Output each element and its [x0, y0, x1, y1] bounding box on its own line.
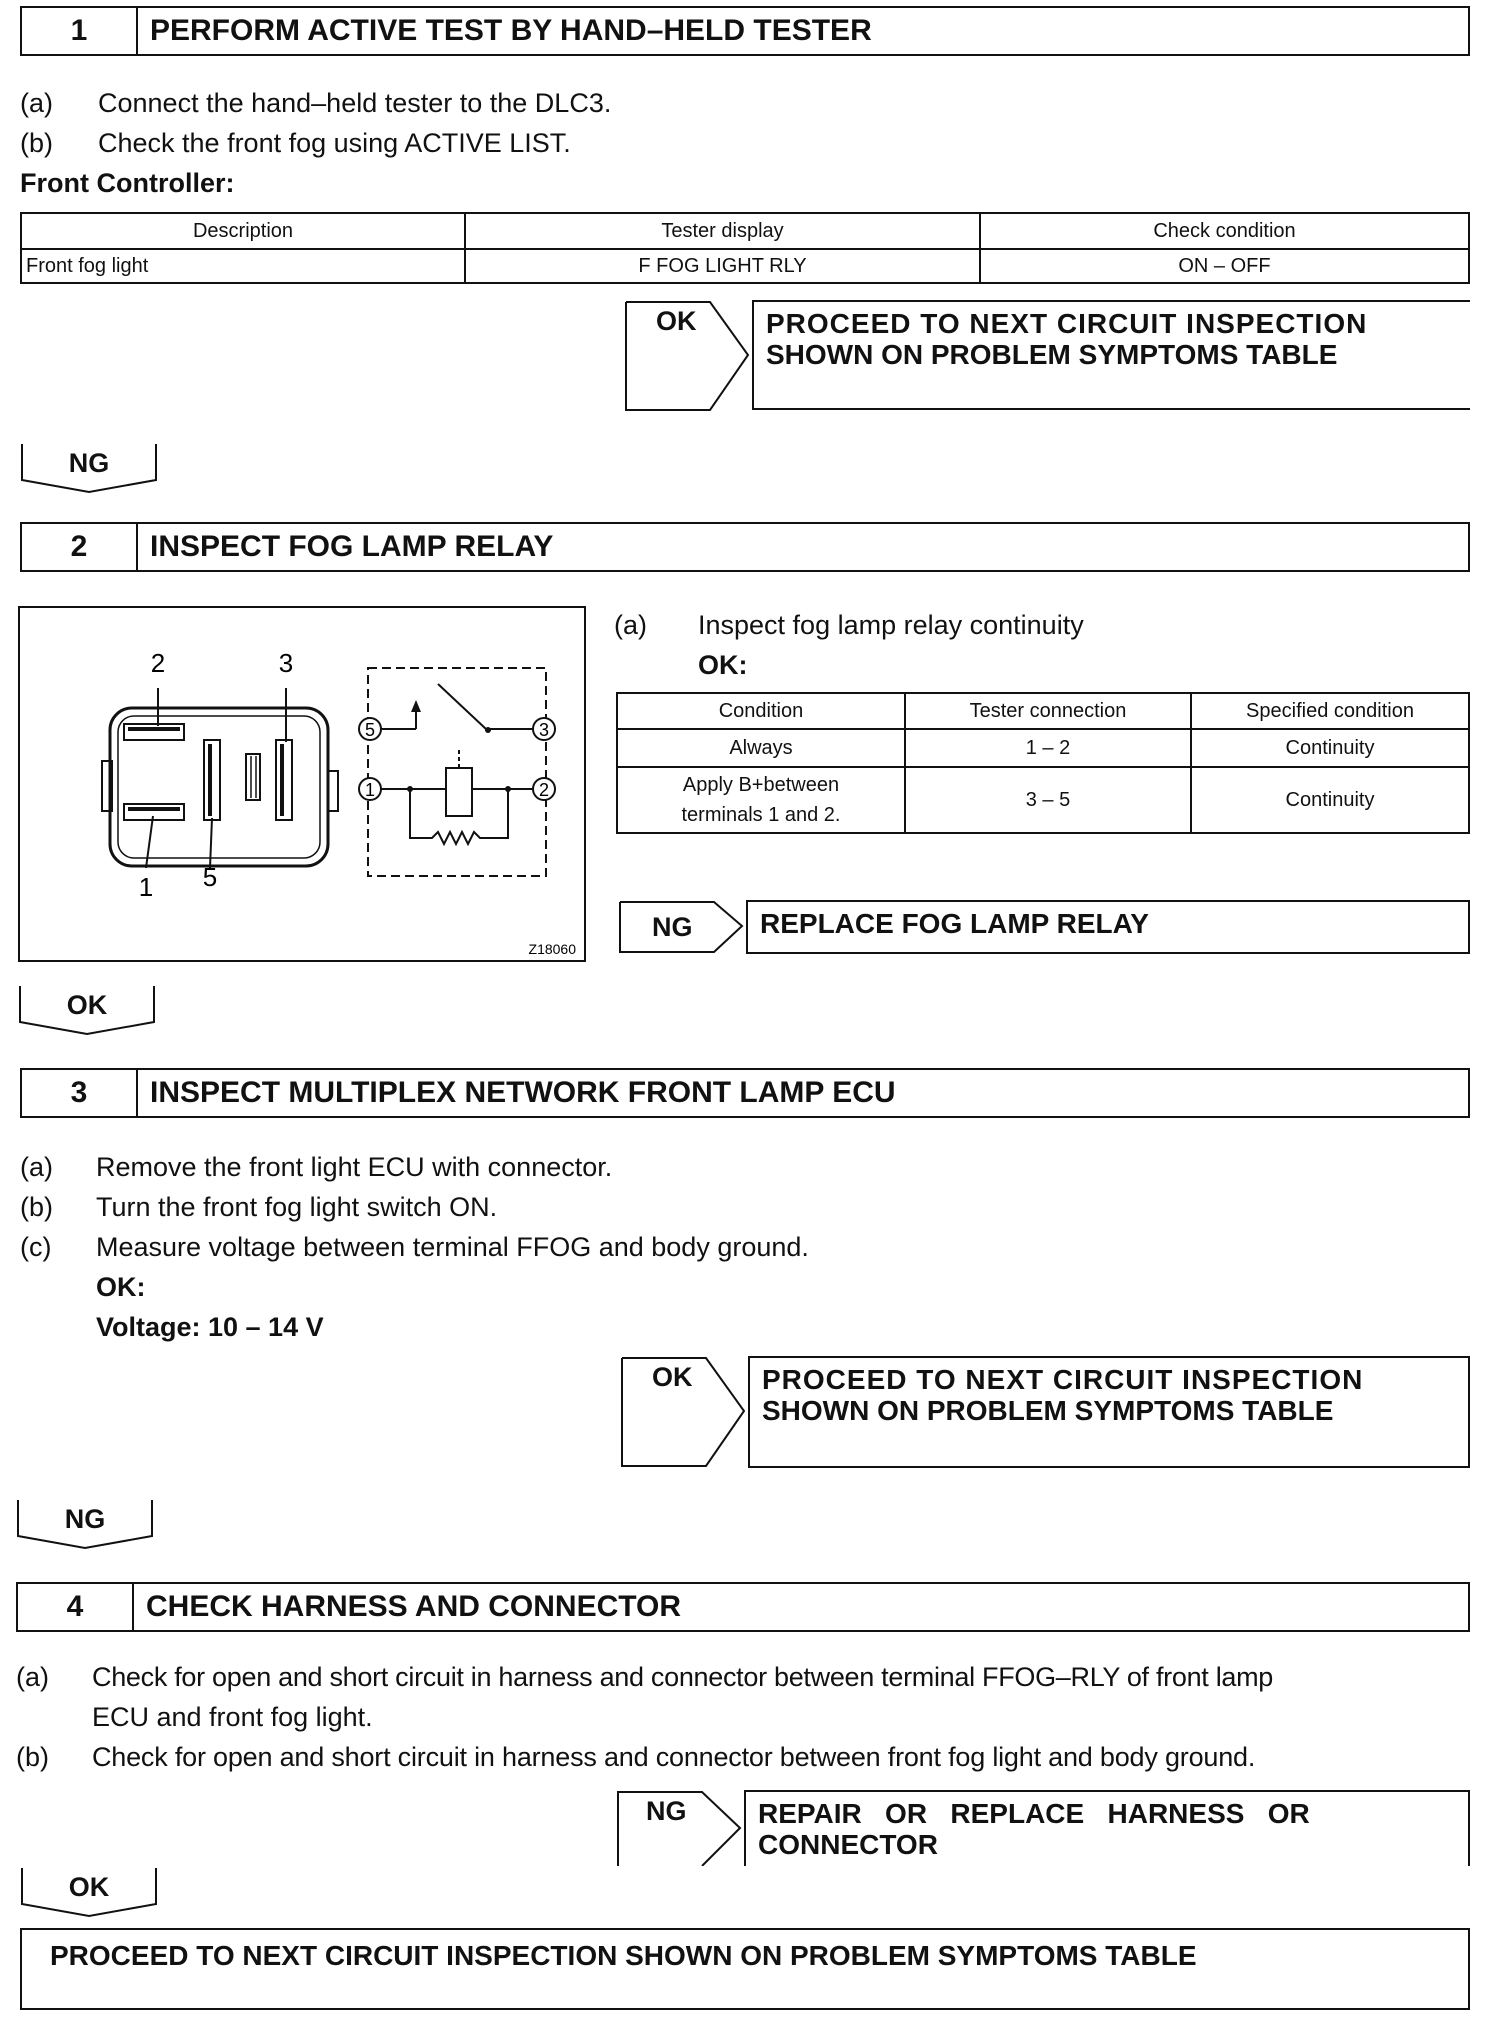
instruction-text: Check the front fog using ACTIVE LIST.: [98, 128, 571, 158]
instruction-text: Check for open and short circuit in harness and connector between terminal FFOG–RLY of front lamp: [92, 1662, 1274, 1692]
table-row: [21, 249, 1469, 283]
ng-result-box: [744, 1790, 1470, 1866]
relay-continuity-table: [616, 692, 1470, 834]
table-cell: F FOG LIGHT RLY: [465, 249, 980, 283]
terminal-number: 3: [538, 720, 550, 740]
step-tag: (a): [20, 1152, 53, 1182]
step-1-header: [20, 6, 1470, 56]
relay-diagram: [18, 606, 588, 964]
pin-label: 1: [138, 872, 154, 902]
badge-label: OK: [66, 990, 108, 1020]
step-title: INSPECT FOG LAMP RELAY: [150, 530, 554, 563]
terminal-number: 2: [538, 780, 550, 800]
step-3-header: [20, 1068, 1470, 1118]
voltage-spec: Voltage: 10 – 14 V: [96, 1312, 324, 1342]
table-header: Tester display: [465, 213, 980, 249]
step-tag: (a): [614, 610, 647, 640]
instruction-line: [16, 1742, 1476, 1773]
step-4-header: [16, 1582, 1470, 1632]
step-tag: (a): [16, 1662, 49, 1692]
step-2-header: [20, 522, 1470, 572]
pin-label: 2: [150, 648, 166, 678]
step-number: 3: [22, 1070, 138, 1116]
step-title: INSPECT MULTIPLEX NETWORK FRONT LAMP ECU: [150, 1076, 896, 1109]
table-row: [617, 729, 1469, 767]
step-tag: (b): [20, 1192, 53, 1222]
table-header: Specified condition: [1191, 693, 1469, 729]
table-row: [617, 767, 1469, 833]
table-cell: 1 – 2: [905, 729, 1191, 767]
step-tag: (b): [20, 128, 53, 158]
terminal-number: 1: [364, 780, 376, 800]
ok-label: OK: [656, 306, 697, 336]
instruction-line: [20, 1152, 612, 1183]
ok-label: OK:: [96, 1272, 146, 1302]
table-header: Description: [21, 213, 465, 249]
pin-label: 3: [278, 648, 294, 678]
instruction-text: Remove the front light ECU with connector.: [96, 1152, 613, 1182]
result-line: PROCEED TO NEXT CIRCUIT INSPECTION: [762, 1364, 1364, 1395]
instruction-line: [16, 1662, 1476, 1693]
cell-line: Apply B+between: [682, 774, 840, 796]
result-line: SHOWN ON PROBLEM SYMPTOMS TABLE: [762, 1395, 1334, 1426]
result-line: REPAIR OR REPLACE HARNESS OR: [758, 1798, 1310, 1829]
table-cell: Continuity: [1191, 729, 1469, 767]
ok-badge: [18, 984, 156, 1036]
table-header: Check condition: [980, 213, 1469, 249]
table-cell: ON – OFF: [980, 249, 1469, 283]
instruction-line: [20, 1232, 809, 1263]
table-cell: Front fog light: [21, 249, 465, 283]
step-number: 1: [22, 8, 138, 54]
ng-badge: [16, 1498, 154, 1550]
ng-label: NG: [652, 912, 693, 942]
step-tag: (b): [16, 1742, 49, 1772]
instruction-line: [20, 128, 571, 159]
step-title: CHECK HARNESS AND CONNECTOR: [146, 1590, 682, 1623]
section-label: Front Controller:: [20, 168, 235, 198]
ok-label: OK: [652, 1362, 693, 1392]
final-result-box: [20, 1928, 1470, 2010]
step-tag: (a): [20, 88, 53, 118]
ng-label: NG: [646, 1796, 687, 1826]
ok-result-box: [748, 1356, 1470, 1468]
instruction-text: Check for open and short circuit in harness and connector between front fog light and body ground.: [92, 1742, 1256, 1772]
table-header: Condition: [617, 693, 905, 729]
instruction-line: [20, 1192, 497, 1223]
ok-result-box: [752, 300, 1470, 410]
instruction-text: Turn the front fog light switch ON.: [96, 1192, 498, 1222]
figure-code: Z18060: [528, 941, 576, 957]
table-header: Tester connection: [905, 693, 1191, 729]
table-cell: [617, 767, 905, 833]
instruction-text: Inspect fog lamp relay continuity: [698, 610, 1084, 640]
ng-result-box: REPLACE FOG LAMP RELAY: [746, 900, 1470, 954]
table-cell: Always: [617, 729, 905, 767]
ng-badge: [20, 442, 158, 494]
instruction-line: [20, 88, 611, 119]
terminal-number: 5: [364, 720, 376, 740]
badge-label: NG: [64, 1504, 106, 1534]
table-cell: Continuity: [1191, 767, 1469, 833]
table-cell: 3 – 5: [905, 767, 1191, 833]
instruction-line-cont: ECU and front fog light.: [92, 1702, 373, 1732]
result-line: PROCEED TO NEXT CIRCUIT INSPECTION: [766, 308, 1368, 339]
instruction-line: [614, 610, 1084, 641]
instruction-text: Measure voltage between terminal FFOG and body ground.: [96, 1232, 809, 1262]
cell-line: terminals 1 and 2.: [681, 804, 841, 826]
badge-label: NG: [68, 448, 110, 478]
ok-label: OK:: [698, 650, 748, 680]
step-title: PERFORM ACTIVE TEST BY HAND–HELD TESTER: [150, 14, 872, 47]
step-number: 4: [18, 1584, 134, 1630]
ok-badge: [20, 1866, 158, 1918]
result-line: SHOWN ON PROBLEM SYMPTOMS TABLE: [766, 339, 1338, 370]
final-result-text: PROCEED TO NEXT CIRCUIT INSPECTION SHOWN ON PROBLEM SYMPTOMS TABLE: [50, 1940, 1197, 1971]
instruction-text: Connect the hand–held tester to the DLC3.: [98, 88, 612, 118]
badge-label: OK: [68, 1872, 110, 1902]
front-controller-table: [20, 212, 1470, 284]
step-tag: (c): [20, 1232, 52, 1262]
pin-label: 5: [202, 862, 218, 892]
step-number: 2: [22, 524, 138, 570]
result-line: CONNECTOR: [758, 1829, 938, 1860]
